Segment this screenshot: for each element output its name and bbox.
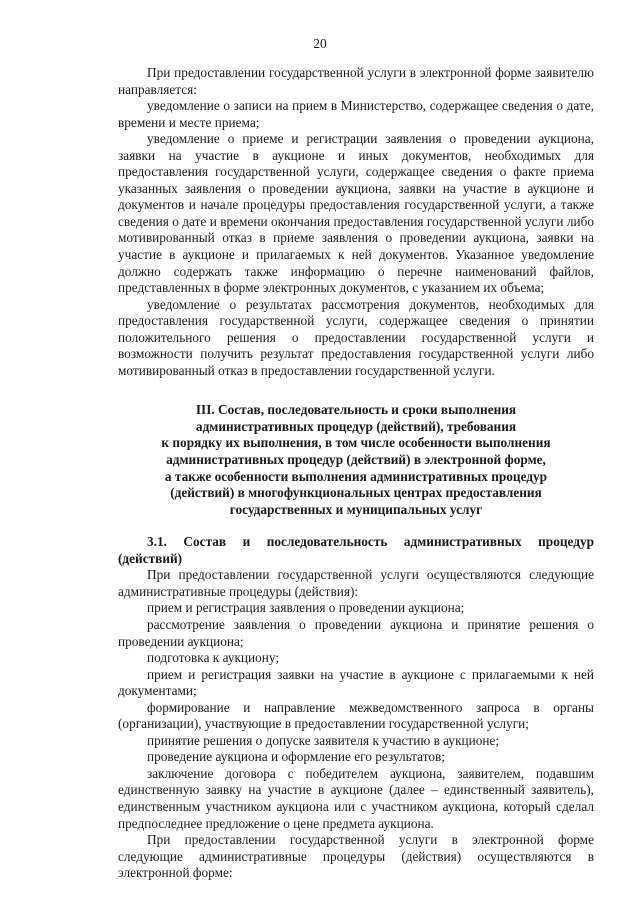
spacer	[118, 379, 594, 402]
section-heading-line: к порядку их выполнения, в том числе особенности выполнения	[161, 435, 551, 451]
page-number: 20	[313, 36, 327, 51]
paragraph: уведомление о приеме и регистрации заявления о проведении аукциона, заявки на участие в аукционе и иных документов, необходимых для предоставления государственной услуги, содержащее сведения о факте приема указанных заявления о проведении аукциона, заявки на участие в аукционе и документов и начале процедуры предоставления государственной услуги, а также сведения о дате и времени окончания предоставления государственной услуги либо мотивированный отказ в приеме заявления о проведении аукциона, заявки на участие в аукционе и прилагаемых к ней документов. Указанное уведомление должно содержать также информацию о перечне наименований файлов, представленных в форме электронных документов, с указанием их объема;	[118, 131, 594, 296]
list-item: рассмотрение заявления о проведении аукциона и принятие решения о проведении аукциона;	[118, 616, 594, 649]
list-item: прием и регистрация заявления о проведении аукциона;	[147, 600, 465, 616]
subsection-heading: 3.1. Состав и последовательность административных процедур (действий)	[118, 534, 594, 566]
paragraph: уведомление о записи на прием в Министерство, содержащее сведения о дате, времени и месте приема;	[118, 98, 594, 130]
list-item: формирование и направление межведомственного запроса в органы (организации), участвующие в предоставлении государственной услуги;	[118, 699, 594, 732]
paragraph: При предоставлении государственной услуги осуществляются следующие административные процедуры (действия):	[118, 567, 594, 599]
section-heading-line: III. Состав, последовательность и сроки выполнения	[195, 402, 517, 418]
paragraph: уведомление о результатах рассмотрения документов, необходимых для предоставления государственной услуги, содержащее сведения о принятии положительного решения о предоставлении государственной услуги и возможности получить результат предоставления государственной услуги либо мотивированный отказ в предоставлении государственной услуги.	[118, 296, 594, 378]
list-item: принятие решения о допуске заявителя к участию в аукционе;	[147, 732, 500, 748]
section-heading	[118, 402, 594, 518]
list-item: заключение договора с победителем аукциона, заявителем, подавшим единственную заявку на участие в аукционе (далее – единственный заявитель), единственным участником аукциона или с участником аукциона, который сделал предпоследнее предложение о цене предмета аукциона.	[118, 765, 594, 831]
section-heading-line: административных процедур (действий), требования	[195, 418, 517, 434]
section-heading-line: (действий) в многофункциональных центрах предоставления	[170, 485, 542, 501]
list-item: прием и регистрация заявки на участие в аукционе с прилагаемыми к ней документами;	[118, 666, 594, 699]
section-heading-line: государственных и муниципальных услуг	[229, 501, 483, 517]
section-heading-line: а также особенности выполнения административных процедур	[164, 468, 548, 484]
list-item: проведение аукциона и оформление его результатов;	[147, 749, 445, 765]
list-item: подготовка к аукциону;	[147, 650, 280, 666]
section-heading-line: административных процедур (действий) в электронной форме,	[166, 452, 546, 468]
paragraph: При предоставлении государственной услуги в электронной форме заявителю направляется:	[118, 65, 594, 97]
page-content	[118, 65, 594, 882]
spacer	[118, 518, 594, 534]
paragraph: При предоставлении государственной услуги в электронной форме следующие административные процедуры (действия) осуществляются в электронной форме:	[118, 832, 594, 881]
